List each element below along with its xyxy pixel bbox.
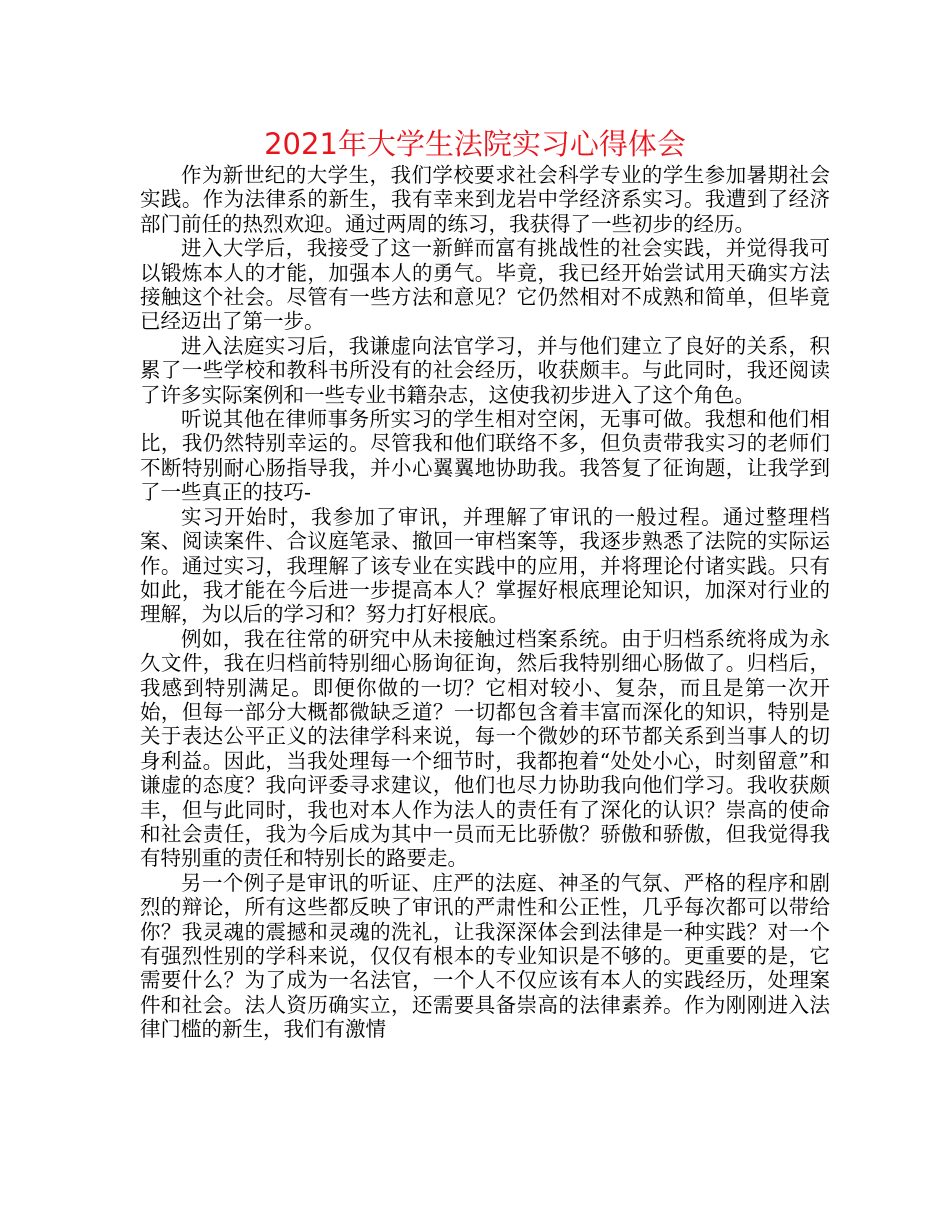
document-title: 2021年大学生法院实习心得体会 [264, 127, 686, 161]
paragraph: 听说其他在律师事务所实习的学生相对空闲，无事可做。我想和他们相比，我仍然特别幸运的。尽管我和他们联络不多，但负责带我实习的老师们不断特别耐心肠指导我，并小心翼翼地协助我。我答复了征询题，让我学到了一些真正的技巧- [140, 407, 830, 505]
paragraph: 另一个例子是审讯的听证、庄严的法庭、神圣的气氛、严格的程序和剧烈的辩论，所有这些都反映了审讯的严肃性和公正性，几乎每次都可以带给你？我灵魂的震撼和灵魂的洗礼，让我深深体会到法律是一种实践？对一个有强烈性别的学科来说，仅仅有根本的专业知识是不够的。更重要的是，它需要什么？为了成为一名法官，一个人不仅应该有本人的实践经历，处理案件和社会。法人资历确实立，还需要具备崇高的法律素养。作为刚刚进入法律门槛的新生，我们有激情 [140, 870, 830, 1042]
paragraph: 进入法庭实习后，我谦虚向法官学习，并与他们建立了良好的关系，积累了一些学校和教科书所没有的社会经历，收获颇丰。与此同时，我还阅读了许多实际案例和一些专业书籍杂志，这使我初步进入了这个角色。 [140, 333, 830, 407]
paragraph: 作为新世纪的大学生，我们学校要求社会科学专业的学生参加暑期社会实践。作为法律系的新生，我有幸来到龙岩中学经济系实习。我遭到了经济部门前任的热烈欢迎。通过两周的练习，我获得了一些初步的经历。 [140, 163, 830, 236]
paragraph: 实习开始时，我参加了审讯，并理解了审讯的一般过程。通过整理档案、阅读案件、合议庭笔录、撤回一审档案等，我逐步熟悉了法院的实际运作。通过实习，我理解了该专业在实践中的应用，并将理论付诸实践。只有如此，我才能在今后进一步提高本人？掌握好根底理论知识，加深对行业的理解，为以后的学习和？努力打好根底。 [140, 504, 830, 627]
document-body [140, 163, 830, 1042]
paragraph: 进入大学后，我接受了这一新鲜而富有挑战性的社会实践，并觉得我可以锻炼本人的才能，加强本人的勇气。毕竟，我已经开始尝试用天确实方法接触这个社会。尽管有一些方法和意见？它仍然相对不成熟和简单，但毕竟已经迈出了第一步。 [140, 236, 830, 334]
paragraph: 例如，我在往常的研究中从未接触过档案系统。由于归档系统将成为永久文件，我在归档前特别细心肠询征询，然后我特别细心肠做了。归档后，我感到特别满足。即便你做的一切？它相对较小、复杂，而且是第一次开始，但每一部分大概都微缺乏道？一切都包含着丰富而深化的知识，特别是关于表达公平正义的法律学科来说，每一个微妙的环节都关系到当事人的切身利益。因此，当我处理每一个细节时，我都抱着“处处小心，时刻留意”和谦虚的态度？我向评委寻求建议，他们也尽力协助我向他们学习。我收获颇丰，但与此同时，我也对本人作为法人的责任有了深化的认识？崇高的使命和社会责任，我为今后成为其中一员而无比骄傲？骄傲和骄傲，但我觉得我有特别重的责任和特别长的路要走。 [140, 626, 830, 871]
